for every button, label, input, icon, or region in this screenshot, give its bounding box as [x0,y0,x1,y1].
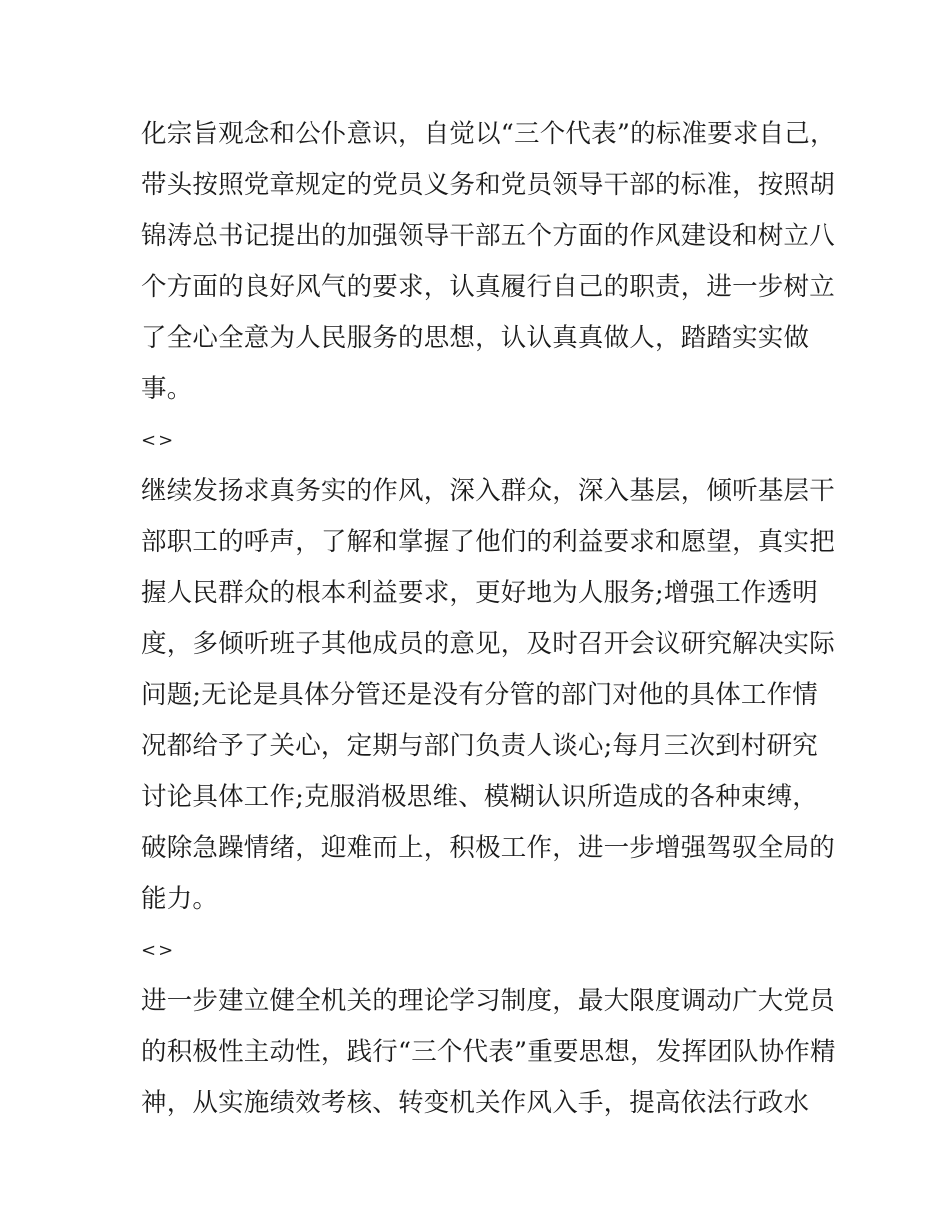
text-line: 问题;无论是具体分管还是没有分管的部门对他的具体工作情 [141,680,818,710]
text-line: 部职工的呼声，了解和掌握了他们的利益要求和愿望，真实把 [141,527,835,557]
paragraph-separator: <> [141,940,176,961]
paragraph-separator: <> [141,430,176,451]
text-line: 度，多倾听班子其他成员的意见，及时召开会议研究解决实际 [141,629,835,659]
text-line: 事。 [141,374,193,404]
document-body [141,109,836,1129]
text-line: 个方面的良好风气的要求，认真履行自己的职责，进一步树立 [141,272,835,302]
text-line: 讨论具体工作;克服消极思维、模糊认识所造成的各种束缚， [141,782,818,812]
text-line: 继续发扬求真务实的作风，深入群众，深入基层，倾听基层干 [141,476,835,506]
text-line: 带头按照党章规定的党员义务和党员领导干部的标准，按照胡 [141,170,835,200]
text-line: 锦涛总书记提出的加强领导干部五个方面的作风建设和树立八 [141,221,835,251]
text-line: 握人民群众的根本利益要求，更好地为人服务;增强工作透明 [141,578,818,608]
paragraph-1 [141,109,836,415]
text-line: 的积极性主动性，践行“三个代表”重要思想，发挥团队协作精 [141,1037,836,1067]
text-line: 能力。 [141,884,219,914]
text-line: 化宗旨观念和公仆意识，自觉以“三个代表”的标准要求自己， [141,119,836,149]
paragraph-3 [141,976,836,1129]
text-line: 了全心全意为人民服务的思想，认认真真做人，踏踏实实做 [141,323,810,353]
text-line: 破除急躁情绪，迎难而上，积极工作，进一步增强驾驭全局的 [141,833,835,863]
text-line: 况都给予了关心，定期与部门负责人谈心;每月三次到村研究 [141,731,818,761]
paragraph-2 [141,466,835,925]
text-line: 进一步建立健全机关的理论学习制度，最大限度调动广大党员 [141,986,835,1016]
text-line: 神，从实施绩效考核、转变机关作风入手，提高依法行政水 [141,1088,810,1118]
